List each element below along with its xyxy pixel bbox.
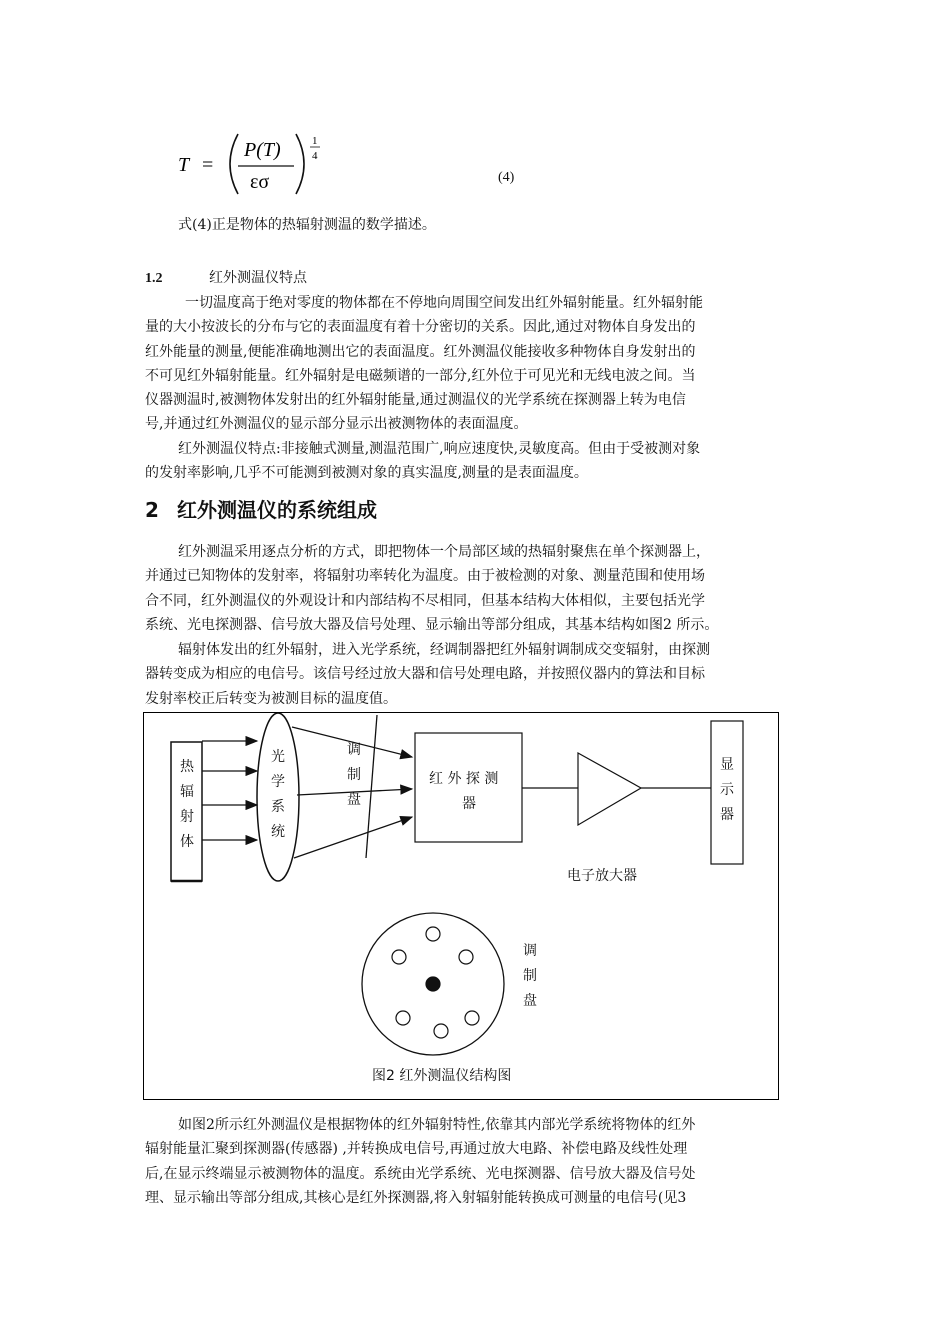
disc-hole [465, 1011, 479, 1025]
text-line: 号,并通过红外测温仪的显示部分显示出被测物体的表面温度。 [145, 416, 528, 433]
detector-box [415, 733, 522, 842]
disc-hole [392, 950, 406, 964]
formula-note: 式(4)正是物体的热辐射测温的数学描述。 [178, 217, 436, 233]
disc-label-char: 调 [523, 943, 537, 959]
display-label-char: 器 [720, 807, 734, 823]
text-line: 红外测温采用逐点分析的方式，即把物体一个局部区域的热辐射聚焦在单个探测器上， [178, 544, 710, 560]
ray-arrow [294, 817, 412, 858]
disc-hole [459, 950, 473, 964]
optics-label-char: 统 [271, 824, 285, 840]
left-paren [230, 134, 238, 194]
text-line: 合不同，红外测温仪的外观设计和内部结构不尽相同，但基本结构大体相似，主要包括光学 [145, 592, 705, 609]
amplifier-triangle [578, 753, 641, 825]
formula-math [178, 128, 338, 208]
text-line: 仪器测温时,被测物体发射出的红外辐射能量,通过测温仪的光学系统在探测器上转为电信 [145, 392, 686, 409]
section-title: 红外测温仪特点 [209, 270, 307, 286]
detector-label: 器 [462, 796, 476, 812]
disc-label-char: 盘 [523, 993, 537, 1009]
amplifier-label: 电子放大器 [567, 868, 637, 884]
paragraph-1-2-b [145, 437, 805, 486]
radiator-label-char: 热 [180, 759, 194, 775]
text-line: 辐射能量汇聚到探测器(传感器) ,并转换成电信号,再通过放大电路、补偿电路及线性处理 [145, 1141, 688, 1158]
section-1-2-heading [145, 267, 307, 287]
display-label-char: 显 [720, 757, 734, 773]
disc-center [426, 977, 440, 991]
figure-2 [143, 712, 779, 1100]
text-line: 辐射体发出的红外辐射，进入光学系统，经调制器把红外辐射调制成交变辐射，由探测 [178, 642, 710, 658]
text-line: 量的大小按波长的分布与它的表面温度有着十分密切的关系。因此,通过对物体自身发出的 [145, 319, 696, 336]
disc-hole [426, 927, 440, 941]
formula-equals: = [202, 154, 214, 176]
radiator-label-char: 射 [180, 809, 194, 825]
display-label-char: 示 [720, 782, 734, 798]
radiator-label-char: 辐 [180, 784, 194, 800]
formula-numerator: P(T) [244, 139, 281, 161]
disc-hole [434, 1024, 448, 1038]
text-line: 如图2所示红外测温仪是根据物体的红外辐射特性,依靠其内部光学系统将物体的红外 [178, 1117, 696, 1133]
section-2-heading [145, 494, 377, 523]
text-line: 红外测温仪特点:非接触式测量,测温范围广,响应速度快,灵敏度高。但由于受被测对象 [178, 441, 701, 457]
paragraph-1-2-a [145, 291, 805, 437]
section-number: 2 [145, 498, 159, 522]
text-line: 红外能量的测量,便能准确地测出它的表面温度。红外测温仪能接收多种物体自身发射出的 [145, 343, 696, 360]
disc-hole [396, 1011, 410, 1025]
equation-number: (4) [498, 170, 515, 185]
chopper-label-char: 盘 [347, 792, 361, 808]
right-paren [296, 134, 304, 194]
text-line: 并通过已知物体的发射率，将辐射功率转化为温度。由于被检测的对象、测量范围和使用场 [145, 568, 705, 585]
chopper-blade [366, 715, 377, 858]
text-line: 一切温度高于绝对零度的物体都在不停地向周围空间发出红外辐射能量。红外辐射能 [185, 295, 703, 311]
text-line: 不可见红外辐射能量。红外辐射是电磁频谱的一部分,红外位于可见光和无线电波之间。当 [145, 367, 696, 384]
section-number: 1.2 [145, 271, 163, 286]
formula-denominator: εσ [250, 171, 270, 193]
paragraph-after-figure [145, 1113, 805, 1210]
chopper-label-char: 制 [347, 767, 361, 783]
optics-label-char: 学 [271, 774, 285, 790]
exponent-numerator: 1 [312, 135, 318, 147]
detector-label: 红 外 探 测 [429, 771, 499, 787]
structure-diagram [144, 713, 780, 1101]
paragraph-2-a [145, 540, 805, 637]
paragraph-2-b [145, 638, 805, 711]
optics-label-char: 系 [271, 799, 285, 815]
formula-4 [178, 128, 738, 208]
figure-caption: 图2 红外测温仪结构图 [372, 1068, 512, 1084]
formula-lhs: T [178, 154, 190, 176]
text-line: 系统、光电探测器、信号放大器及信号处理、显示输出等部分组成，其基本结构如图2 所示。 [145, 616, 719, 633]
disc-label-char: 制 [523, 968, 537, 984]
radiator-label-char: 体 [180, 834, 194, 850]
section-title: 红外测温仪的系统组成 [177, 498, 377, 522]
text-line: 理、显示输出等部分组成,其核心是红外探测器,将入射辐射能转换成可测量的电信号(见3 [145, 1189, 687, 1206]
text-line: 发射率校正后转变为被测目标的温度值。 [145, 690, 397, 707]
chopper-label-char: 调 [347, 742, 361, 758]
text-line: 的发射率影响,几乎不可能测到被测对象的真实温度,测量的是表面温度。 [145, 465, 588, 482]
optics-lens [257, 713, 299, 881]
text-line: 后,在显示终端显示被测物体的温度。系统由光学系统、光电探测器、信号放大器及信号处 [145, 1165, 696, 1182]
exponent-denominator: 4 [312, 150, 318, 162]
text-line: 器转变成为相应的电信号。该信号经过放大器和信号处理电路，并按照仪器内的算法和目标 [145, 666, 705, 683]
optics-label-char: 光 [271, 749, 285, 765]
